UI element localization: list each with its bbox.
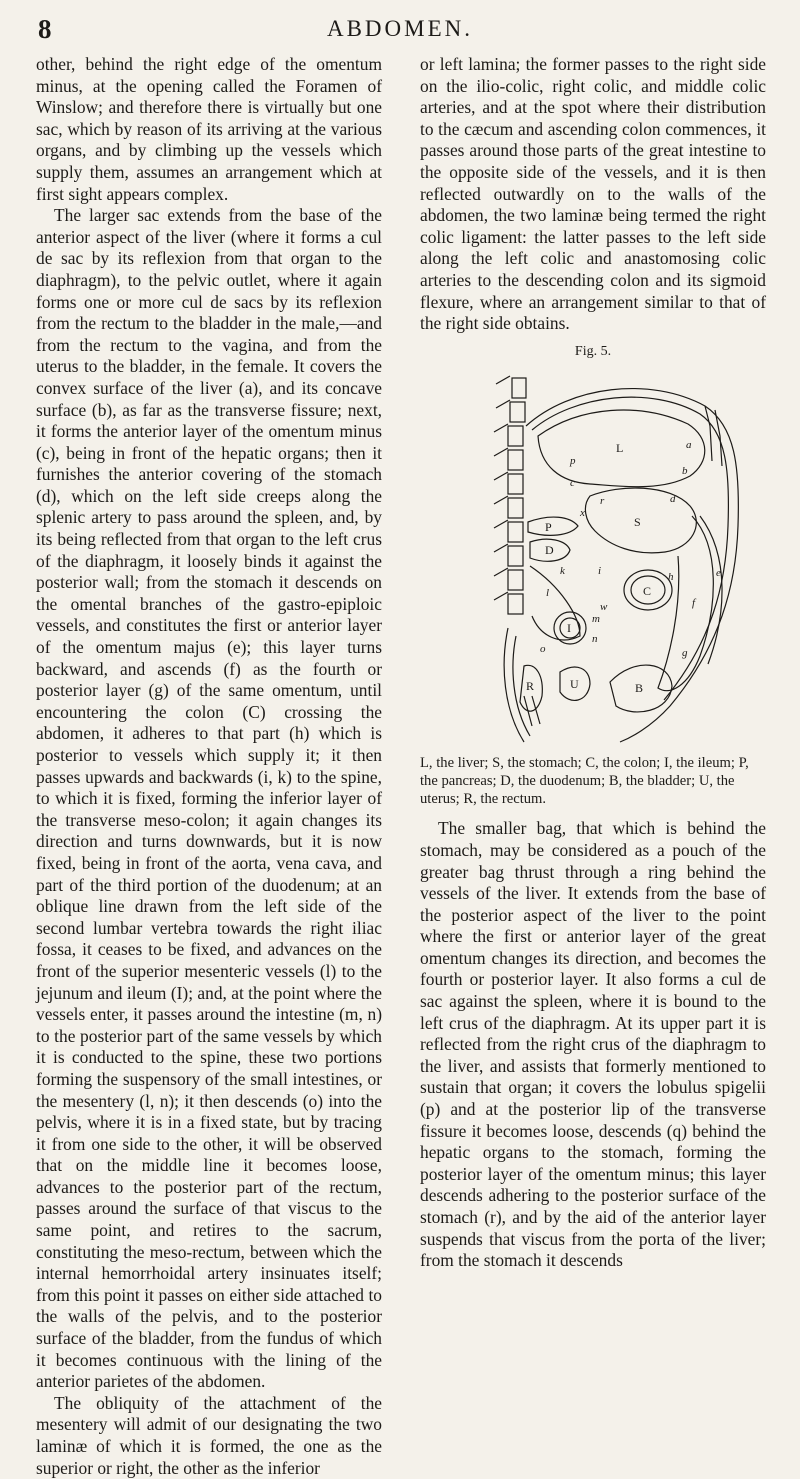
label-g: g xyxy=(682,647,688,660)
label-r: r xyxy=(600,495,605,508)
paragraph: The obliquity of the attachment of the mesentery will admit of our designating the two laminæ of which it is formed, the one as the superior or right, the other as the inferior xyxy=(36,1392,382,1478)
figure-peritoneum-diagram xyxy=(420,366,766,748)
label-e: e xyxy=(716,567,721,580)
label-x: x xyxy=(580,507,585,520)
label-ileum: I xyxy=(567,621,571,636)
label-b: b xyxy=(682,465,688,478)
running-title: ABDOMEN. xyxy=(326,16,474,41)
label-f: f xyxy=(692,597,696,610)
pancreas-outline xyxy=(528,517,578,535)
label-m: m xyxy=(592,613,600,626)
label-liver: L xyxy=(616,441,624,456)
label-bladder: B xyxy=(635,681,644,696)
label-colon: C xyxy=(643,584,652,599)
label-p: p xyxy=(570,455,576,468)
figure-title: Fig. 5. xyxy=(574,343,612,359)
label-c: c xyxy=(570,477,575,490)
label-stomach: S xyxy=(634,515,641,530)
left-column xyxy=(36,54,382,1479)
label-pancreas: P xyxy=(545,520,552,535)
right-column xyxy=(420,54,766,1272)
paragraph: The larger sac extends from the base of the anterior aspect of the liver (where it forms a cul de sac by its reflexion from that organ to the diaphragm), to the pelvic outlet, where it again forms one or more cul de sacs by its reflexion from the rectum to the bladder in the male,—and from the rectum to the vagina, and from the uterus to the bladder, in the female. It covers the convex surface of the liver (a), and its concave surface (b), as far as the transverse fissure; next, it forms the anterior layer of the omentum minus (c), being in front of the hepatic organs; then it furnishes the anterior covering of the stomach (d), which on the left side creeps along the splenic artery to pass around the spleen, and, by its being reflected from that organ to the left crus of the diaphragm, it loosely binds it against the posterior wall; from the stomach it descends on the omental branches of the gastro-epiploic vessels, and constitutes the first or anterior layer of the omentum majus (e); this layer turns backward, and ascends (f) as the fourth or posterior layer (g) of the same omentum, until encountering the colon (C) crossing the abdomen, it adheres to that part (h) which is posterior to vessels which supply it; it then passes upwards and backwards (i, k) to the spine, to which it is fixed, forming the inferior layer of the transverse meso-colon; it again changes its direction and turns downwards, but it is now fixed, being in front of the aorta, vena cava, and part of the third portion of the duodenum; at an oblique line drawn from the left side of the second lumbar vertebra towards the right iliac fossa, it ceases to be fixed, and advances on the front of the superior mesenteric vessels (l) to the jejunum and ileum (I); and, at the point where the vessels enter, it passes around the intestine (m, n) to the posterior part of the same vessels by which it is conducted to the spine, these two portions forming the suspensory of the small intestines, or the mesentery (l, n); it then descends (o) into the pelvis, where it is in a fixed state, but by tracing it from one side to the other, it will be observed that on the middle line it becomes loose, advances to the posterior part of the rectum, passes around the surface of that viscus to the same point, and retires to the sacrum, constituting the meso-rectum, between which the internal hemorrhoidal artery insinuates itself; from this point it passes on either side attached to the walls of the pelvis, and to the posterior surface of the bladder, from the fundus of which it becomes continuous with the lining of the anterior parietes of the abdomen. xyxy=(36,205,382,1392)
paragraph: The smaller bag, that which is behind the stomach, may be considered as a pouch of the greater bag thrust through a ring behind the vessels of the liver. It extends from the base of the posterior aspect of the liver to the point where the first or anterior layer of the great omentum changes its direction, and becomes the fourth or posterior layer. It also forms a cul de sac against the spleen, where it is bound to the left crus of the diaphragm. At its upper part it is reflected from the right crus of the diaphragm to the liver, and assists that formerly mentioned to sustain that organ; it covers the lobulus spigelii (p) and at the posterior lip of the transverse fissure it becomes loose, descends (q) behind the hepatic organs to the stomach, forming the posterior layer of the omentum minus; this layer descends adhering to the posterior surface of the stomach (r), and by the aid of the anterior layer suspends that viscus from the porta of the liver; from the stomach it descends xyxy=(420,818,766,1271)
paragraph: other, behind the right edge of the omentum minus, at the opening called the Foramen of Winslow; and therefore there is virtually but one sac, which by reason of its arriving at the various organs, and by climbing up the vessels which supply them, assumes an arrangement which at first sight appears complex. xyxy=(36,54,382,204)
label-uterus: U xyxy=(570,677,579,692)
abdominal-wall xyxy=(526,389,738,742)
label-o: o xyxy=(540,643,546,656)
label-w: w xyxy=(600,601,608,614)
paragraph: or left lamina; the former passes to the right side on the ilio-colic, right colic, and middle colic arteries, and at the spot where their distribution to the cæcum and ascending colon commences, it passes around those parts of the great intestine to the opposite side of the vessels, and it is then reflected outwardly on to the walls of the abdomen, the two laminæ being termed the right colic ligament: the latter passes to the left side along the left colic and anastomosing colic arteries to the descending colon and its sigmoid flexure, where an arrangement similar to that of the right side obtains. xyxy=(420,54,766,334)
peritoneum-diagram-svg xyxy=(420,366,766,748)
label-l: l xyxy=(546,587,550,600)
vertebral-column xyxy=(494,376,526,614)
label-h: h xyxy=(668,571,674,584)
label-d: d xyxy=(670,493,676,506)
label-n: n xyxy=(592,633,598,646)
label-a: a xyxy=(686,439,692,452)
figure-caption: L, the liver; S, the stomach; C, the colon; I, the ileum; P, the pancreas; D, the duodenum; B, the bladder; U, the uterus; R, the rectum. xyxy=(420,755,749,808)
page-number: 8 xyxy=(38,14,52,44)
label-duodenum: D xyxy=(545,543,554,558)
label-rectum: R xyxy=(526,679,535,694)
label-i: i xyxy=(598,565,602,578)
label-k: k xyxy=(560,565,565,578)
